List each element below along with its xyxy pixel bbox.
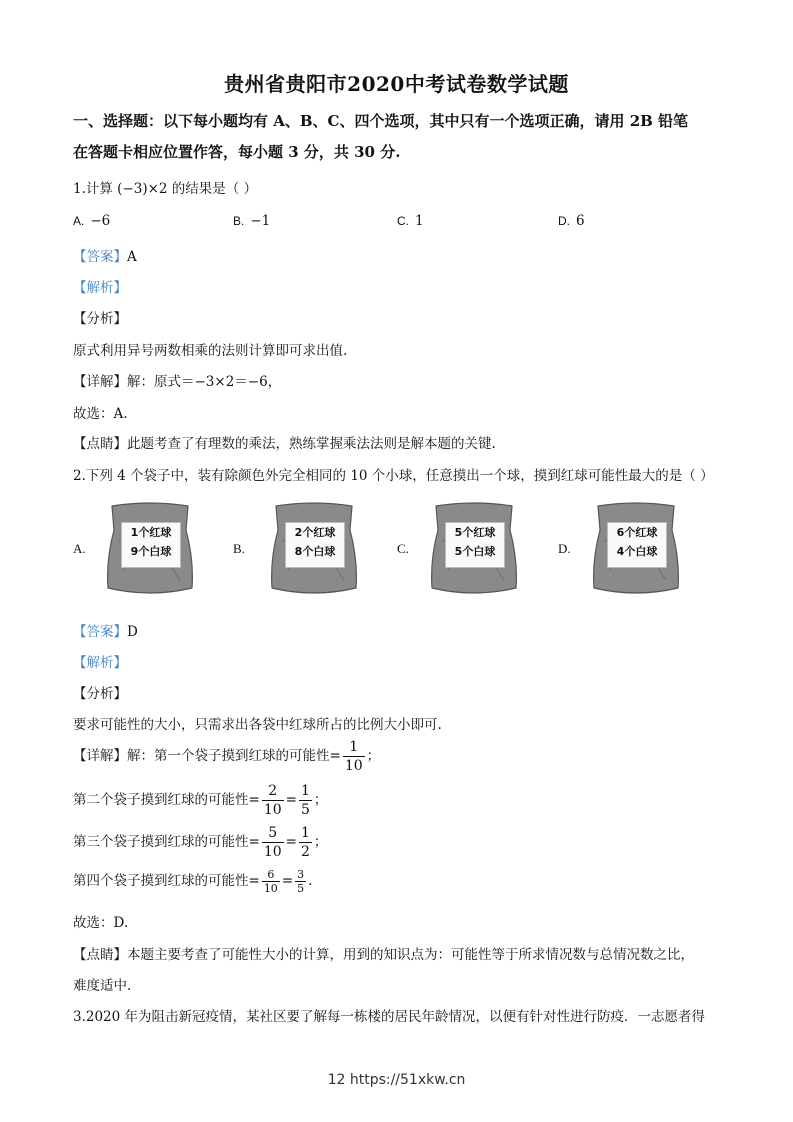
punct: . bbox=[308, 873, 313, 889]
fraction bbox=[299, 782, 312, 819]
bag-tag-line1: 2个红球 bbox=[294, 526, 336, 539]
q2-bag-c-label: C. bbox=[397, 541, 409, 556]
q2-comment bbox=[73, 943, 694, 963]
fraction bbox=[262, 824, 284, 861]
detail-text: 第四个袋子摸到红球的可能性= bbox=[73, 873, 260, 889]
numerator: 3 bbox=[297, 868, 305, 881]
q1-stem: 1.计算 (−3)×2 的结果是（ ） bbox=[73, 181, 258, 197]
punct: ； bbox=[366, 748, 381, 764]
q1-option-d bbox=[558, 213, 585, 229]
numerator: 2 bbox=[268, 783, 278, 799]
fraction bbox=[262, 868, 280, 895]
q2-bag-b bbox=[268, 500, 360, 598]
equals: = bbox=[281, 873, 294, 889]
option-label: B. bbox=[233, 214, 245, 228]
bag-tag bbox=[445, 522, 505, 568]
q3-stem: 3.2020 年为阻击新冠疫情，某社区要了解每一栋楼的居民年龄情况，以便有针对性进行防疫．一志愿者得 bbox=[73, 1009, 706, 1025]
q1-option-b bbox=[233, 213, 270, 229]
equals: = bbox=[285, 834, 297, 850]
numerator: 1 bbox=[349, 739, 359, 755]
q2-analysis-tag: 【解析】 bbox=[73, 655, 127, 671]
bag-tag-line1: 5个红球 bbox=[454, 526, 496, 539]
numerator: 6 bbox=[267, 868, 275, 881]
option-value: −6 bbox=[90, 213, 111, 229]
denominator: 10 bbox=[263, 844, 282, 860]
bag-tag-line2: 9个白球 bbox=[130, 545, 172, 558]
answer-value: A bbox=[127, 249, 137, 265]
section-heading-line1: 一、选择题：以下每小题均有 A、B、C、四个选项，其中只有一个选项正确，请用 2B 铅笔 bbox=[73, 112, 689, 130]
q2-detail-line3 bbox=[73, 824, 327, 861]
q2-bag-d bbox=[590, 500, 682, 598]
q2-answer bbox=[73, 620, 138, 640]
q1-fenxi-text: 原式利用异号两数相乘的法则计算即可求出值. bbox=[73, 343, 348, 359]
q1-answer bbox=[73, 245, 137, 265]
bag-tag-line2: 4个白球 bbox=[616, 545, 658, 558]
punct: ； bbox=[313, 792, 328, 808]
equals: = bbox=[285, 792, 297, 808]
q2-bag-a bbox=[104, 500, 196, 598]
option-label: C. bbox=[397, 214, 409, 228]
q1-choose: 故选：A. bbox=[73, 406, 128, 422]
option-value: 1 bbox=[415, 213, 424, 229]
q2-fenxi-tag: 【分析】 bbox=[73, 686, 127, 702]
answer-tag: 【答案】 bbox=[73, 624, 127, 640]
comment-tag: 【点睛】 bbox=[73, 436, 127, 452]
comment-tag: 【点睛】 bbox=[73, 947, 127, 963]
bag-tag bbox=[607, 522, 667, 568]
q2-choose: 故选：D. bbox=[73, 915, 129, 931]
fraction bbox=[262, 782, 284, 819]
q2-bag-b-label: B. bbox=[233, 541, 245, 556]
answer-value: D bbox=[127, 624, 138, 640]
numerator: 5 bbox=[268, 825, 278, 841]
answer-tag: 【答案】 bbox=[73, 249, 127, 265]
fraction bbox=[299, 824, 312, 861]
detail-tag: 【详解】 bbox=[73, 374, 127, 390]
q2-detail-line1 bbox=[73, 738, 380, 775]
denominator: 5 bbox=[297, 882, 305, 895]
q2-detail-line4 bbox=[73, 868, 312, 895]
detail-tag: 【详解】 bbox=[73, 748, 127, 764]
bag-tag-line1: 1个红球 bbox=[130, 526, 172, 539]
option-label: D. bbox=[558, 214, 570, 228]
denominator: 2 bbox=[300, 844, 310, 860]
option-value: 6 bbox=[576, 213, 585, 229]
q1-comment bbox=[73, 432, 496, 452]
comment-text: 此题考查了有理数的乘法，熟练掌握乘法法则是解本题的关键. bbox=[127, 436, 496, 452]
option-label: A. bbox=[73, 214, 85, 228]
denominator: 10 bbox=[263, 802, 282, 818]
section-heading-line2: 在答题卡相应位置作答，每小题 3 分，共 30 分. bbox=[73, 143, 401, 161]
comment-text: 本题主要考查了可能性大小的计算，用到的知识点为：可能性等于所求情况数与总情况数之比， bbox=[127, 947, 694, 963]
detail-text: 第三个袋子摸到红球的可能性= bbox=[73, 834, 260, 850]
q2-bag-c bbox=[428, 500, 520, 598]
bag-tag bbox=[121, 522, 181, 568]
q1-option-a bbox=[73, 213, 110, 229]
q2-detail-line2 bbox=[73, 782, 327, 819]
q1-fenxi-tag: 【分析】 bbox=[73, 311, 127, 327]
q1-detail bbox=[73, 370, 281, 390]
numerator: 1 bbox=[300, 825, 310, 841]
bag-tag-line1: 6个红球 bbox=[616, 526, 658, 539]
detail-text: 第二个袋子摸到红球的可能性= bbox=[73, 792, 260, 808]
q2-bag-a-label: A. bbox=[73, 541, 86, 556]
denominator: 10 bbox=[344, 758, 363, 774]
fraction bbox=[343, 738, 365, 775]
fraction bbox=[295, 868, 306, 895]
q2-stem: 2.下列 4 个袋子中，装有除颜色外完全相同的 10 个小球，任意摸出一个球，摸到红球可能性最大的是（ ） bbox=[73, 468, 714, 484]
denominator: 10 bbox=[263, 882, 278, 895]
detail-text: 解：原式＝−3×2＝−6， bbox=[127, 374, 282, 390]
bag-tag-line2: 8个白球 bbox=[294, 545, 336, 558]
denominator: 5 bbox=[300, 802, 310, 818]
page-footer: 12 https://51xkw.cn bbox=[327, 1072, 466, 1088]
q2-fenxi-text: 要求可能性的大小，只需求出各袋中红球所占的比例大小即可. bbox=[73, 717, 442, 733]
punct: ； bbox=[313, 834, 328, 850]
q2-comment-line2: 难度适中. bbox=[73, 978, 132, 994]
q2-bag-d-label: D. bbox=[558, 541, 571, 556]
detail-text: 解：第一个袋子摸到红球的可能性= bbox=[127, 748, 341, 764]
bag-tag bbox=[285, 522, 345, 568]
q1-option-c bbox=[397, 213, 424, 229]
numerator: 1 bbox=[300, 783, 310, 799]
option-value: −1 bbox=[250, 213, 271, 229]
page-title: 贵州省贵阳市2020中考试卷数学试题 bbox=[224, 72, 569, 96]
q1-analysis-tag: 【解析】 bbox=[73, 280, 127, 296]
bag-tag-line2: 5个白球 bbox=[454, 545, 496, 558]
